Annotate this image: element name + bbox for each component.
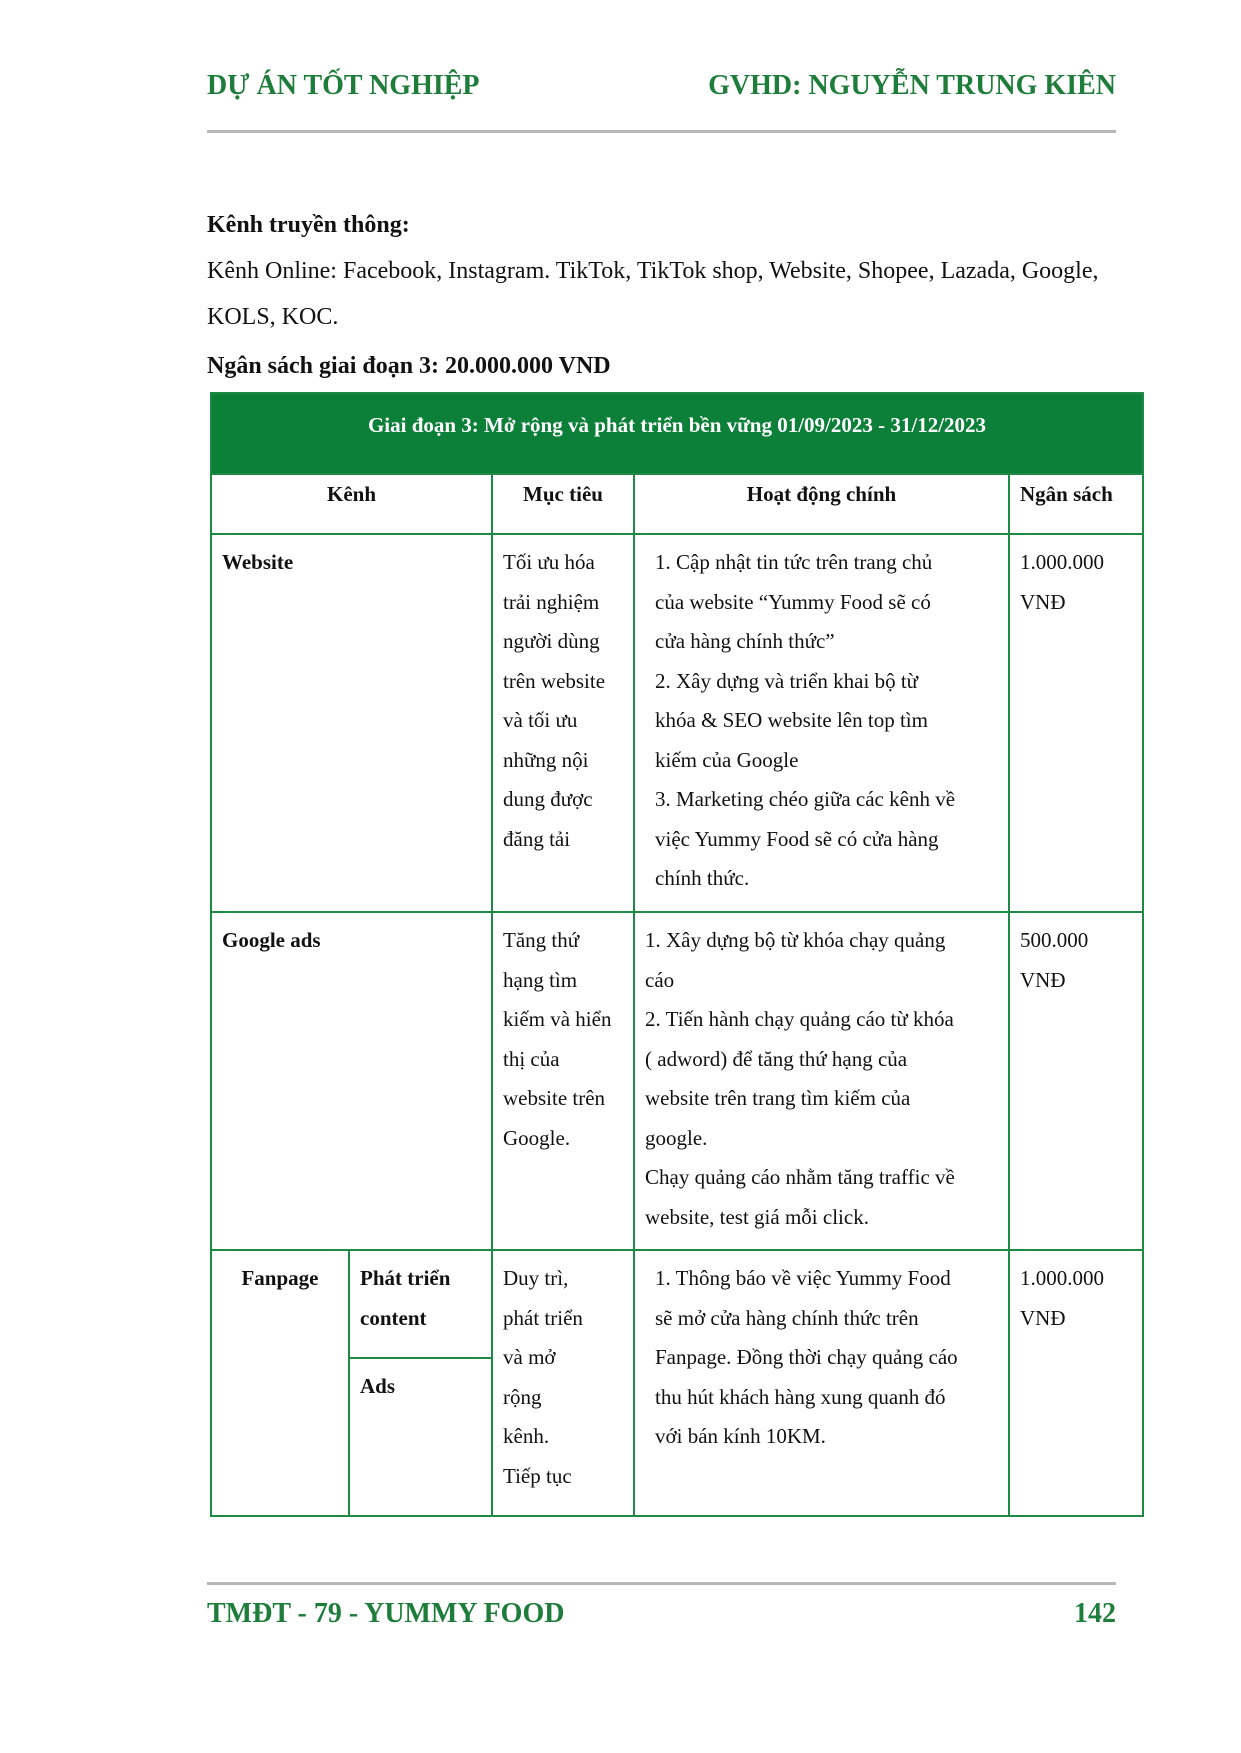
activity-line: của website “Yummy Food sẽ có [655,589,931,614]
goal-line: và tối ưu [503,708,578,732]
goal-line: những nội [503,747,589,772]
page-footer [207,1598,1116,1630]
goal-line: Tiếp tục [503,1463,572,1488]
column-header-goal: Mục tiêu [492,474,634,534]
activity-line: website, test giá mỗi click. [645,1204,869,1229]
goal-line: kênh. [503,1424,550,1448]
sub-channel-ads: Ads [349,1358,492,1516]
channel-cell: Google ads [211,912,492,1250]
activity-line: Chạy quảng cáo nhằm tăng traffic về [645,1165,955,1189]
activity-line: thu hút khách hàng xung quanh đó [655,1384,946,1409]
budget-heading: Ngân sách giai đoạn 3: 20.000.000 VND [207,353,611,379]
activity-line: kiếm của Google [655,747,799,772]
goal-line: phát triển [503,1305,583,1330]
column-header-activities: Hoạt động chính [634,474,1009,534]
goal-line: thị của [503,1046,560,1071]
goal-line: người dùng [503,629,600,653]
activity-line: Fanpage. Đồng thời chạy quảng cáo [655,1345,958,1369]
goal-cell [492,534,634,912]
phase-3-plan-table [210,392,1144,1517]
budget-cell [1009,534,1143,912]
sub-channel-line: content [360,1305,427,1330]
table-banner-row [211,393,1143,474]
goal-line: Tăng thứ [503,928,580,952]
goal-line: Google. [503,1125,571,1150]
activity-line: 1. Xây dựng bộ từ khóa chạy quảng [645,928,946,952]
budget-currency: VNĐ [1020,967,1066,992]
channel-cell: Fanpage [211,1250,349,1516]
budget-amount: 1.000.000 [1020,550,1104,574]
goal-line: hạng tìm [503,967,578,992]
header-divider [207,130,1116,133]
page-header [207,70,1116,102]
goal-line: Duy trì, [503,1266,569,1290]
activity-line: website trên trang tìm kiếm của [645,1086,911,1110]
activity-line: 2. Tiến hành chạy quảng cáo từ khóa [645,1007,954,1031]
activity-line: cửa hàng chính thức” [655,629,835,653]
goal-line: dung được [503,787,593,811]
footer-divider [207,1582,1116,1585]
activity-line: cáo [645,967,675,992]
column-header-channel: Kênh [211,474,492,534]
activities-cell [634,912,1009,1250]
table-row [211,1250,1143,1358]
page-number: 142 [1074,1598,1116,1629]
activity-line: 3. Marketing chéo giữa các kênh về [655,787,956,811]
goal-line: website trên [503,1086,606,1110]
activity-line: ( adword) để tăng thứ hạng của [645,1046,908,1071]
header-advisor: GVHD: NGUYỄN TRUNG KIÊN [708,70,1116,101]
table-header-row [211,474,1143,534]
activity-line: việc Yummy Food sẽ có cửa hàng [655,826,939,851]
activity-line: 1. Thông báo về việc Yummy Food [655,1266,951,1290]
activity-line: với bán kính 10KM. [655,1424,826,1448]
activities-cell [634,534,1009,912]
goal-line: và mở [503,1345,556,1369]
channel-cell: Website [211,534,492,912]
table-row [211,534,1143,912]
column-header-budget: Ngân sách [1009,474,1143,534]
goal-line: trên website [503,668,606,693]
goal-line: kiếm và hiển [503,1007,612,1031]
section-title: Kênh truyền thông: [207,212,410,238]
header-title: DỰ ÁN TỐT NGHIỆP [207,70,480,101]
budget-amount: 500.000 [1020,928,1089,952]
channels-paragraph: Kênh Online: Facebook, Instagram. TikTok, TikTok shop, Website, Shopee, Lazada, Google, KOLS, KOC. [207,258,1099,330]
activity-line: google. [645,1125,708,1150]
activities-cell [634,1250,1009,1516]
budget-cell [1009,1250,1143,1516]
goal-line: trải nghiệm [503,589,600,614]
budget-amount: 1.000.000 [1020,1266,1104,1290]
activity-line: 1. Cập nhật tin tức trên trang chủ [655,550,933,574]
footer-project: TMĐT - 79 - YUMMY FOOD [207,1598,565,1629]
table-banner: Giai đoạn 3: Mở rộng và phát triển bền vững 01/09/2023 - 31/12/2023 [211,393,1143,474]
activity-line: khóa & SEO website lên top tìm [655,708,928,732]
budget-currency: VNĐ [1020,1305,1066,1330]
budget-currency: VNĐ [1020,589,1066,614]
activity-line: 2. Xây dựng và triển khai bộ từ [655,668,919,693]
budget-cell [1009,912,1143,1250]
goal-line: đăng tải [503,826,571,851]
goal-cell [492,912,634,1250]
goal-line: Tối ưu hóa [503,550,595,574]
activity-line: sẽ mở cửa hàng chính thức trên [655,1305,919,1330]
table-row [211,912,1143,1250]
goal-cell [492,1250,634,1516]
sub-channel-line: Phát triển [360,1266,451,1290]
goal-line: rộng [503,1384,542,1409]
sub-channel-content [349,1250,492,1358]
activity-line: chính thức. [655,866,750,890]
